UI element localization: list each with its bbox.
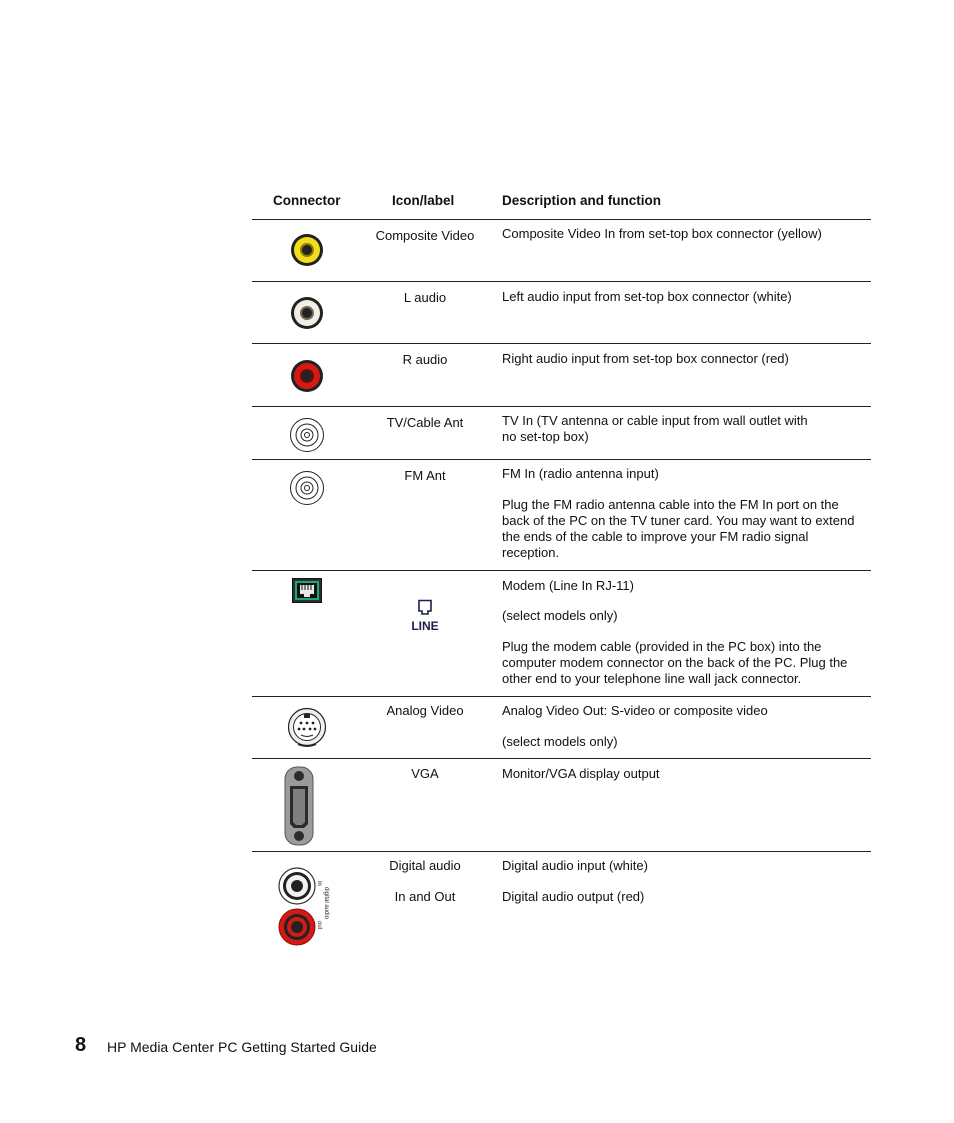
- row-description: Composite Video In from set-top box connector (yellow): [502, 226, 822, 241]
- table-rule: [252, 570, 871, 571]
- table-rule: [252, 459, 871, 460]
- row-description: FM In (radio antenna input) Plug the FM radio antenna cable into the FM In port on the back of the PC on the TV tuner card. You may want to extend the ends of the cable to improve your FM radio signal reception.: [502, 466, 855, 560]
- jack-in-label: in: [316, 881, 322, 886]
- digital-audio-rca-pair-icon: [277, 865, 337, 949]
- footer-title: HP Media Center PC Getting Started Guide: [107, 1039, 377, 1055]
- header-connector: Connector: [273, 193, 341, 208]
- line-label: LINE: [411, 619, 439, 633]
- jack-out-label: out: [316, 921, 322, 930]
- table-rule: [252, 219, 871, 220]
- row-label: L audio: [403, 290, 447, 305]
- header-description: Description and function: [502, 193, 662, 208]
- jack-side-label: digital audio: [323, 887, 329, 920]
- row-description: Analog Video Out: S-video or composite video (select models only): [502, 703, 768, 749]
- row-description: Left audio input from set-top box connector (white): [502, 289, 792, 304]
- row-description: Modem (Line In RJ-11) (select models only) Plug the modem cable (provided in the PC box) into the computer modem connector on the back of the PC. Plug the other end to your telephone line wall jack connector.: [502, 578, 848, 686]
- line-phone-jack-icon: [410, 599, 440, 633]
- coax-fm-antenna-icon: [289, 470, 325, 506]
- row-description: Right audio input from set-top box connector (red): [502, 351, 789, 366]
- row-label: Analog Video: [386, 703, 464, 718]
- vga-port-icon: [283, 766, 315, 846]
- row-label-secondary: In and Out: [394, 889, 456, 904]
- coax-tv-antenna-icon: [289, 417, 325, 453]
- row-label: VGA: [411, 766, 439, 781]
- row-label: TV/Cable Ant: [386, 415, 464, 430]
- row-label: Composite Video: [375, 228, 475, 243]
- table-rule: [252, 406, 871, 407]
- table-rule: [252, 696, 871, 697]
- row-description: Digital audio input (white) Digital audio output (red): [502, 858, 648, 904]
- s-video-port-icon: [287, 707, 327, 747]
- l-audio-rca-white-icon: [290, 296, 324, 330]
- table-rule: [252, 851, 871, 852]
- table-rule: [252, 281, 871, 282]
- row-label: R audio: [402, 352, 448, 367]
- header-icon-label: Icon/label: [392, 193, 455, 208]
- row-label: FM Ant: [404, 468, 446, 483]
- rj11-modem-port-icon: [292, 578, 322, 603]
- row-description: Monitor/VGA display output: [502, 766, 660, 781]
- r-audio-rca-red-icon: [290, 359, 324, 393]
- row-description: TV In (TV antenna or cable input from wall outlet with no set-top box): [502, 413, 808, 444]
- table-rule: [252, 343, 871, 344]
- page-number: 8: [75, 1034, 87, 1056]
- table-rule: [252, 758, 871, 759]
- row-label: Digital audio: [389, 858, 461, 873]
- composite-video-rca-yellow-icon: [290, 233, 324, 267]
